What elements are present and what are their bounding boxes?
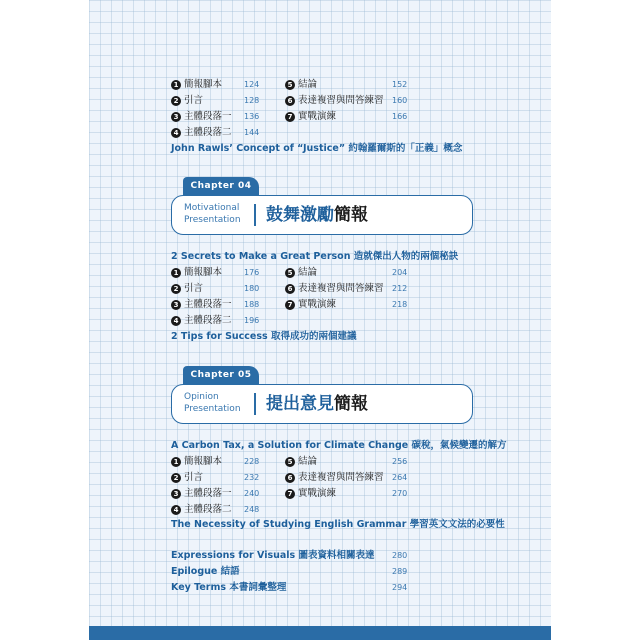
item-number-badge: 4 [171, 316, 181, 326]
page-bottom-bar [89, 626, 551, 640]
item-number-badge: 5 [285, 80, 295, 90]
chapter-subtitle: Opinion Presentation [184, 392, 241, 414]
toc-item-label: 主體段落二 [184, 315, 232, 326]
toc-item-label: 結論 [298, 456, 318, 467]
item-number-badge: 7 [285, 300, 295, 310]
toc-page-number: 144 [244, 128, 260, 137]
book-page [89, 0, 551, 640]
toc-page-number: 240 [244, 489, 260, 498]
item-number-badge: 3 [171, 489, 181, 499]
toc-page-number: 152 [392, 80, 408, 89]
toc-page-number: 136 [244, 112, 260, 121]
toc-item-label: 實戰演練 [298, 299, 337, 310]
toc-item-label: 實戰演練 [298, 111, 337, 122]
toc-item-label: 主體段落一 [184, 488, 232, 499]
toc-item [285, 283, 384, 295]
toc-page-number: 256 [392, 457, 408, 466]
toc-page-number: 228 [244, 457, 260, 466]
toc-page-number: 204 [392, 268, 408, 277]
chapter-subtitle: Motivational Presentation [184, 203, 241, 225]
toc-page-number: 248 [244, 505, 260, 514]
toc-item [171, 488, 232, 500]
item-number-badge: 5 [285, 457, 295, 467]
toc-item [171, 283, 203, 295]
chapter-title-rest: 簡報 [334, 394, 368, 414]
chapter-title-box [171, 384, 473, 424]
item-number-badge: 2 [171, 284, 181, 294]
item-number-badge: 2 [171, 473, 181, 483]
toc-page-number: 180 [244, 284, 260, 293]
toc-item [171, 79, 222, 91]
toc-item [285, 79, 317, 91]
item-number-badge: 2 [171, 96, 181, 106]
toc-item [285, 299, 336, 311]
toc-item [285, 488, 336, 500]
toc-item [171, 472, 203, 484]
toc-page-number: 160 [392, 96, 408, 105]
toc-item-label: 實戰演練 [298, 488, 337, 499]
toc-item-label: 引言 [184, 95, 204, 106]
toc-item-label: 引言 [184, 283, 204, 294]
toc-item [171, 299, 232, 311]
item-number-badge: 1 [171, 457, 181, 467]
chapter-divider [254, 204, 256, 226]
toc-item-label: 主體段落二 [184, 504, 232, 515]
toc-item-label: 主體段落一 [184, 299, 232, 310]
toc-page-number: 124 [244, 80, 260, 89]
item-number-badge: 7 [285, 112, 295, 122]
toc-item-label: 結論 [298, 79, 318, 90]
chapter-title-accent: 提出意見 [266, 394, 334, 414]
item-number-badge: 3 [171, 300, 181, 310]
toc-item-label: 引言 [184, 472, 204, 483]
toc-page-number: 188 [244, 300, 260, 309]
toc-item [285, 472, 384, 484]
toc-page-number: 280 [392, 551, 408, 560]
toc-item [285, 267, 317, 279]
toc-item-label: 表達複習與問答練習 [298, 472, 384, 483]
toc-page-number: 196 [244, 316, 260, 325]
toc-page-number: 166 [392, 112, 408, 121]
toc-page-number: 270 [392, 489, 408, 498]
toc-page-number: 289 [392, 567, 408, 576]
chapter-section-heading: A Carbon Tax, a Solution for Climate Change 碳稅，氣候變遷的解方 [171, 440, 507, 451]
appendix-item: Expressions for Visuals 圖表資料相關表達 [171, 550, 375, 561]
toc-item [171, 267, 222, 279]
appendix-item: Key Terms 本書詞彙整理 [171, 582, 287, 593]
toc-item [171, 456, 222, 468]
toc-item [171, 95, 203, 107]
toc-item-label: 簡報腳本 [184, 456, 223, 467]
toc-item-label: 主體段落二 [184, 127, 232, 138]
toc-item-label: 表達複習與問答練習 [298, 283, 384, 294]
chapter-tab: Chapter 04 [183, 177, 259, 195]
item-number-badge: 1 [171, 268, 181, 278]
item-number-badge: 6 [285, 473, 295, 483]
chapter-title-rest: 簡報 [334, 205, 368, 225]
item-number-badge: 3 [171, 112, 181, 122]
chapter-title-box [171, 195, 473, 235]
toc-item [171, 504, 232, 516]
item-number-badge: 7 [285, 489, 295, 499]
toc-page-number: 212 [392, 284, 408, 293]
toc-page-number: 176 [244, 268, 260, 277]
toc-page-number: 218 [392, 300, 408, 309]
toc-item [285, 456, 317, 468]
toc-page-number: 128 [244, 96, 260, 105]
toc-item-label: 結論 [298, 267, 318, 278]
item-number-badge: 6 [285, 284, 295, 294]
chapter-section-heading: 2 Secrets to Make a Great Person 造就傑出人物的兩個秘訣 [171, 251, 459, 262]
item-number-badge: 4 [171, 505, 181, 515]
chapter-title [266, 203, 368, 227]
item-number-badge: 1 [171, 80, 181, 90]
toc-item [285, 111, 336, 123]
item-number-badge: 6 [285, 96, 295, 106]
chapter-title [266, 392, 368, 416]
toc-item [285, 95, 384, 107]
toc-page-number: 264 [392, 473, 408, 482]
toc-item-label: 簡報腳本 [184, 267, 223, 278]
section-footer-title: The Necessity of Studying English Grammar 學習英文文法的必要性 [171, 519, 505, 530]
toc-item [171, 315, 232, 327]
toc-page-number: 232 [244, 473, 260, 482]
chapter-divider [254, 393, 256, 415]
toc-page-number: 294 [392, 583, 408, 592]
chapter-tab: Chapter 05 [183, 366, 259, 384]
toc-item [171, 111, 232, 123]
toc-item-label: 簡報腳本 [184, 79, 223, 90]
appendix-item: Epilogue 結語 [171, 566, 240, 577]
toc-item-label: 表達複習與問答練習 [298, 95, 384, 106]
section-footer-title: 2 Tips for Success 取得成功的兩個建議 [171, 331, 357, 342]
item-number-badge: 5 [285, 268, 295, 278]
toc-item [171, 127, 232, 139]
toc-item-label: 主體段落一 [184, 111, 232, 122]
item-number-badge: 4 [171, 128, 181, 138]
section-footer-title: John Rawls’ Concept of “Justice” 約翰羅爾斯的「正義」概念 [171, 143, 463, 154]
chapter-title-accent: 鼓舞激勵 [266, 205, 334, 225]
